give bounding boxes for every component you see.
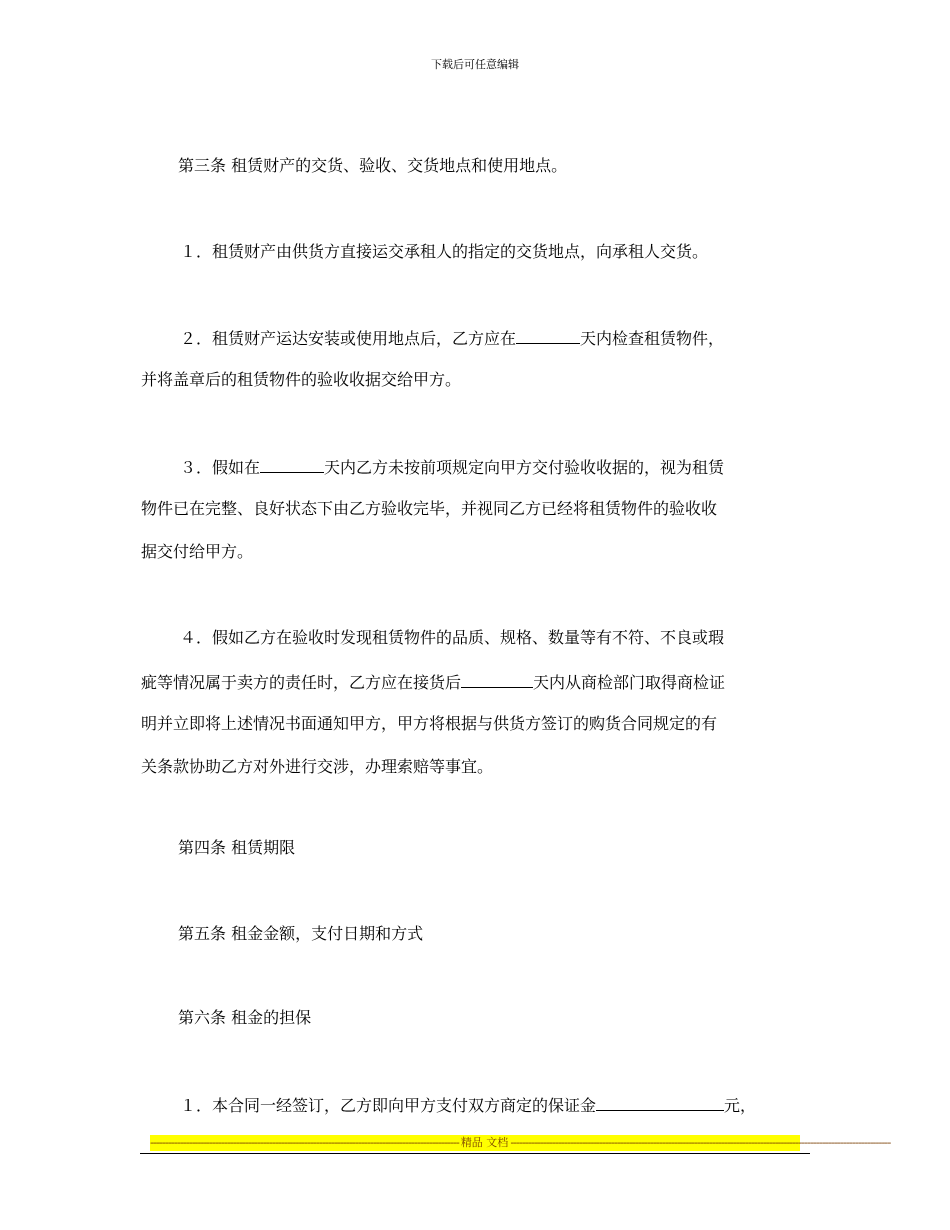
article-3-paragraph-4-line-2 bbox=[141, 671, 725, 693]
text-segment: 天内检查租赁物件， bbox=[580, 329, 725, 348]
text-segment: 疵等情况属于卖方的责任时，乙方应在接货后 bbox=[141, 673, 462, 692]
text-segment: 天内乙方未按前项规定向甲方交付验收收据的，视为租赁 bbox=[324, 458, 725, 477]
article-3-title: 第三条 租赁财产的交货、验收、交货地点和使用地点。 bbox=[178, 156, 568, 175]
blank-amount bbox=[596, 1094, 724, 1111]
article-3-paragraph-4-line-4: 关条款协助乙方对外进行交涉，办理索赔等事宜。 bbox=[141, 757, 494, 776]
article-3-paragraph-4-line-1: ４．假如乙方在验收时发现租赁物件的品质、规格、数量等有不符、不良或瑕 bbox=[180, 628, 725, 647]
footer-label: 精品 文档 bbox=[460, 1136, 509, 1149]
article-6-paragraph-1 bbox=[180, 1094, 756, 1116]
footer-dashes-right: -------------------------------------------------------------------------------------------------------------------------------- bbox=[510, 1136, 891, 1149]
text-segment: ２．租赁财产运达安装或使用地点后，乙方应在 bbox=[180, 329, 517, 348]
text-segment: 天内从商检部门取得商检证 bbox=[533, 673, 726, 692]
article-3-paragraph-2-line-2: 并将盖章后的租赁物件的验收收据交给甲方。 bbox=[141, 370, 462, 389]
article-3-paragraph-3-line-2: 物件已在完整、良好状态下由乙方验收完毕，并视同乙方已经将租赁物件的验收收 bbox=[141, 499, 718, 518]
page-header: 下载后可任意编辑 bbox=[431, 58, 519, 71]
footer-dashes-left: -------------------------------------------------------------------------------------------------------- bbox=[150, 1136, 459, 1149]
article-3-paragraph-3-line-3: 据交付给甲方。 bbox=[141, 542, 254, 561]
footer-watermark-band bbox=[150, 1135, 891, 1151]
footer-rule bbox=[140, 1153, 810, 1154]
text-segment: １．本合同一经签订，乙方即向甲方支付双方商定的保证金 bbox=[180, 1096, 597, 1115]
text-segment: 元， bbox=[724, 1096, 757, 1115]
article-3-paragraph-3-line-1 bbox=[180, 456, 724, 478]
blank-days bbox=[461, 671, 533, 688]
text-segment: ３．假如在 bbox=[180, 458, 261, 477]
article-3-paragraph-4-line-3: 明并立即将上述情况书面通知甲方，甲方将根据与供货方签订的购货合同规定的有 bbox=[141, 714, 718, 733]
blank-days bbox=[516, 327, 580, 344]
article-3-paragraph-1: １．租赁财产由供货方直接运交承租人的指定的交货地点，向承租人交货。 bbox=[180, 242, 709, 261]
article-6-title: 第六条 租金的担保 bbox=[178, 1008, 312, 1027]
blank-days bbox=[260, 456, 324, 473]
article-5-title: 第五条 租金金额，支付日期和方式 bbox=[178, 924, 424, 943]
article-4-title: 第四条 租赁期限 bbox=[178, 838, 296, 857]
article-3-paragraph-2-line-1 bbox=[180, 327, 724, 349]
